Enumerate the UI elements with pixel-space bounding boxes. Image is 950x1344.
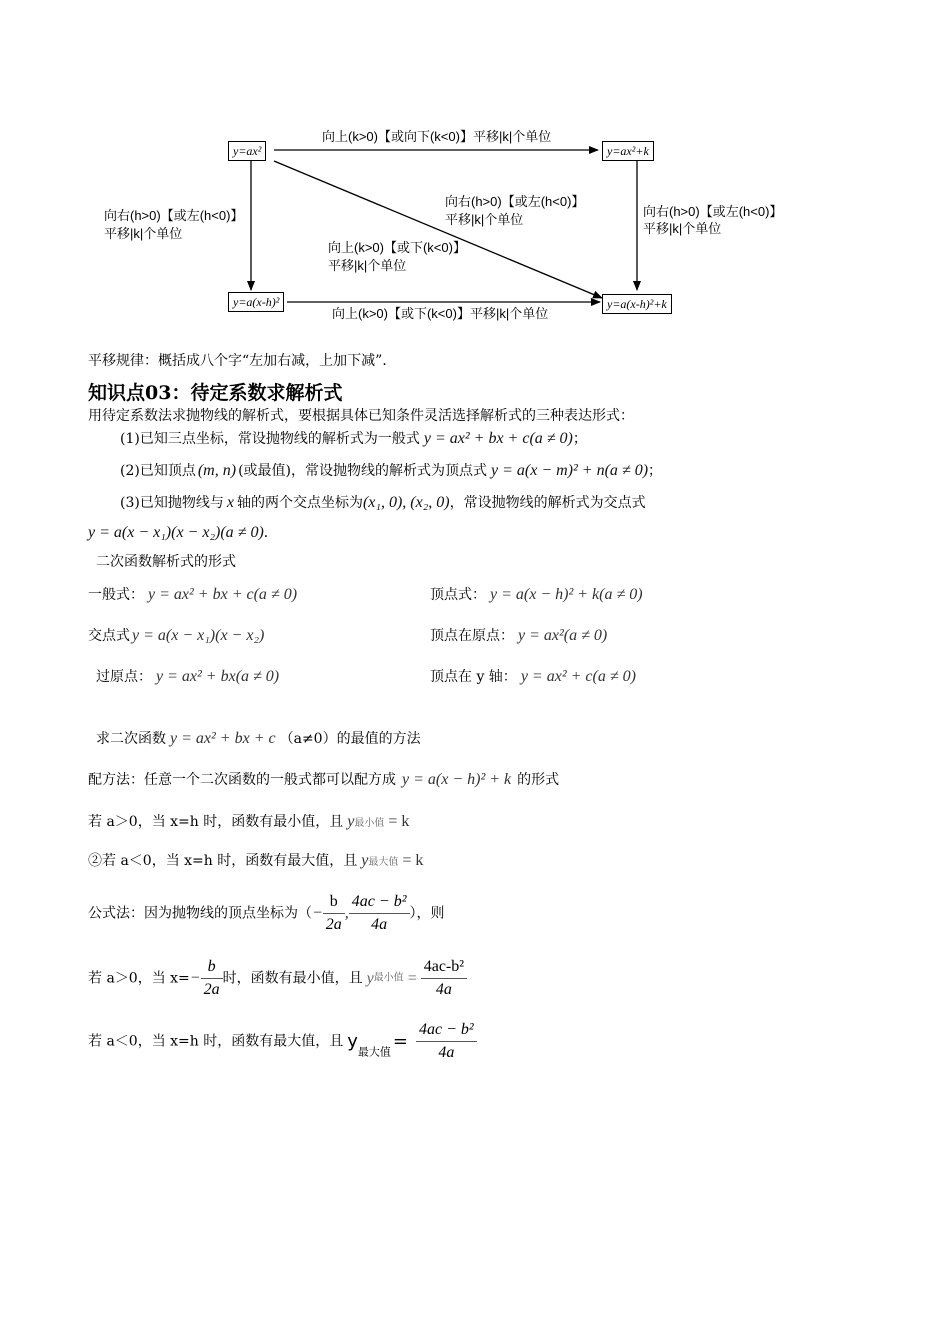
diag-label-a-2: 平移|k|个单位	[445, 212, 524, 227]
method-2-frac-2-den: 4a	[371, 916, 388, 933]
item-1-end: ；	[572, 431, 587, 447]
form-general	[88, 586, 297, 604]
form-through-origin-label: 过原点：	[96, 669, 152, 685]
case-4-y: y	[347, 1030, 358, 1052]
case-2-a: ②若 a＜0，当 x=h 时，函数有最大值，且	[88, 853, 358, 869]
method-1-b: 的形式	[517, 772, 560, 788]
translation-rule: 平移规律：概括成八个字“左加右减，上加下减”．	[88, 353, 397, 369]
box-top-left: y=ax²	[228, 141, 266, 161]
method-2-comma: ,	[344, 904, 349, 922]
right-arrow-label-1: 向右(h>0)【或左(h<0)】	[643, 204, 783, 219]
method-2-frac-1-num: b	[323, 893, 345, 914]
item-3-formula: y = a(x − x₁)(x − x₂)(a ≠ 0)	[88, 524, 264, 541]
case-3-sub: 最小值	[373, 972, 404, 984]
item-1-formula: y = ax² + bx + c(a ≠ 0)	[423, 430, 573, 447]
extreme-heading	[96, 730, 421, 748]
item-3-text-c: ，常设抛物线的解析式为交点式	[449, 495, 646, 511]
method-2-sign: −	[312, 904, 323, 922]
form-origin-vertex	[430, 627, 607, 645]
item-2-end: ；	[648, 463, 663, 479]
form-vertex-label: 顶点式：	[430, 587, 486, 603]
item-3	[120, 494, 646, 512]
case-1-y: y	[347, 813, 355, 830]
form-origin-vertex-formula: y = ax²(a ≠ 0)	[518, 627, 608, 644]
item-3-text-a: (3)已知抛物线与	[120, 495, 224, 511]
box-top-right: y=ax²+k	[602, 141, 654, 161]
section-title: 知识点03：待定系数求解析式	[88, 382, 343, 404]
left-arrow-label-2: 平移|k|个单位	[104, 226, 183, 241]
case-3-y: y	[366, 969, 374, 987]
case-3-eq: =	[407, 969, 417, 987]
right-arrow-label-2: 平移|k|个单位	[643, 221, 722, 236]
case-3-a: 若 a＞0，当 x=	[88, 970, 190, 987]
diag-label-b-1: 向上(k>0)【或下(k<0)】	[328, 240, 466, 255]
form-vertex-formula: y = a(x − h)² + k(a ≠ 0)	[490, 586, 643, 603]
box-bottom-left: y=a(x-h)²	[228, 292, 284, 312]
method-2-frac-2-num: 4ac − b²	[349, 893, 410, 914]
intro-text: 用待定系数法求抛物线的解析式，要根据具体已知条件灵活选择解析式的三种表达形式：	[88, 408, 634, 424]
case-4-sub: 最大值	[357, 1045, 391, 1059]
form-general-formula: y = ax² + bx + c(a ≠ 0)	[148, 586, 298, 603]
bottom-arrow-label: 向上(k>0)【或下(k<0)】平移|k|个单位	[332, 306, 549, 321]
method-1-a: 配方法：任意一个二次函数的一般式都可以配方成	[88, 772, 396, 788]
method-2-a: 公式法：因为抛物线的顶点坐标为（	[88, 905, 312, 922]
item-2-text-b: (或最值)，常设抛物线的解析式为顶点式	[238, 463, 487, 479]
case-4	[88, 1021, 477, 1062]
method-2-frac-2	[349, 893, 410, 934]
case-1	[88, 813, 409, 833]
form-through-origin	[96, 668, 279, 686]
case-2	[88, 852, 423, 872]
translation-diagram	[0, 0, 950, 340]
case-4-result-num: 4ac − b²	[416, 1021, 477, 1042]
item-2-point: (m, n)	[197, 462, 237, 479]
item-2-formula: y = a(x − m)² + n(a ≠ 0)	[491, 462, 649, 479]
item-1-text: (1)已知三点坐标，常设抛物线的解析式为一般式	[120, 431, 420, 447]
item-3-text-b: 轴的两个交点坐标为	[236, 495, 363, 511]
case-3-frac-den: 2a	[203, 981, 220, 998]
diagonal-arrow	[274, 161, 602, 298]
case-1-a: 若 a＞0，当 x=h 时，函数有最小值，且	[88, 814, 344, 830]
form-through-origin-formula: y = ax² + bx(a ≠ 0)	[156, 668, 280, 685]
form-intercept	[88, 627, 264, 645]
case-3-b: 时，函数有最小值，且	[222, 970, 363, 987]
item-3-x: x	[226, 494, 234, 511]
item-2-text-a: (2)已知顶点	[120, 463, 196, 479]
case-3-frac-num: b	[201, 958, 223, 979]
form-intercept-label: 交点式	[88, 628, 130, 644]
case-3-result-den: 4a	[435, 981, 452, 998]
left-arrow-label-1: 向右(h>0)【或左(h<0)】	[104, 208, 244, 223]
case-4-eq: =	[392, 1030, 408, 1052]
extreme-heading-a: 求二次函数	[96, 731, 166, 747]
top-arrow-label: 向上(k>0)【或向下(k<0)】平移|k|个单位	[322, 129, 552, 144]
item-3-points: (x₁, 0), (x₂, 0)	[362, 494, 450, 511]
method-2-b: ），则	[409, 905, 445, 922]
case-2-sub: 最大值	[368, 857, 399, 868]
form-yaxis-vertex-formula: y = ax² + c(a ≠ 0)	[520, 668, 636, 685]
extreme-heading-formula: y = ax² + bx + c	[170, 730, 276, 747]
form-intercept-formula: y = a(x − x₁)(x − x₂)	[132, 627, 265, 644]
case-3	[88, 958, 467, 999]
case-3-result-num: 4ac-b²	[421, 958, 467, 979]
method-1-formula: y = a(x − h)² + k	[402, 771, 512, 788]
case-1-eq: = k	[388, 813, 410, 830]
item-3-end: ．	[263, 525, 278, 541]
case-4-a: 若 a＜0，当 x=h 时，函数有最大值，且	[88, 1033, 344, 1050]
case-3-result-frac	[421, 958, 467, 999]
method-2-frac-1-den: 2a	[325, 916, 342, 933]
method-2-frac-1	[323, 893, 345, 934]
item-3-line-2	[88, 524, 278, 542]
method-2	[88, 893, 445, 934]
form-general-label: 一般式：	[88, 587, 144, 603]
form-yaxis-vertex	[430, 668, 636, 686]
case-4-result-den: 4a	[438, 1044, 455, 1061]
form-vertex	[430, 586, 643, 604]
diag-label-a-1: 向右(h>0)【或左(h<0)】	[445, 194, 585, 209]
forms-heading: 二次函数解析式的形式	[96, 554, 236, 570]
extreme-heading-b: （a≠0）的最值的方法	[279, 731, 421, 747]
case-3-frac	[201, 958, 223, 999]
case-2-eq: = k	[402, 852, 424, 869]
form-yaxis-vertex-label: 顶点在 y 轴：	[430, 669, 517, 685]
case-4-result-frac	[416, 1021, 477, 1062]
item-2	[120, 462, 662, 480]
case-1-sub: 最小值	[354, 818, 385, 829]
item-1	[120, 430, 587, 448]
case-3-sign: −	[189, 969, 201, 987]
box-bottom-right: y=a(x-h)²+k	[602, 294, 672, 314]
diag-label-b-2: 平移|k|个单位	[328, 258, 407, 273]
case-2-y: y	[361, 852, 369, 869]
method-1	[88, 771, 559, 789]
form-origin-vertex-label: 顶点在原点：	[430, 628, 514, 644]
